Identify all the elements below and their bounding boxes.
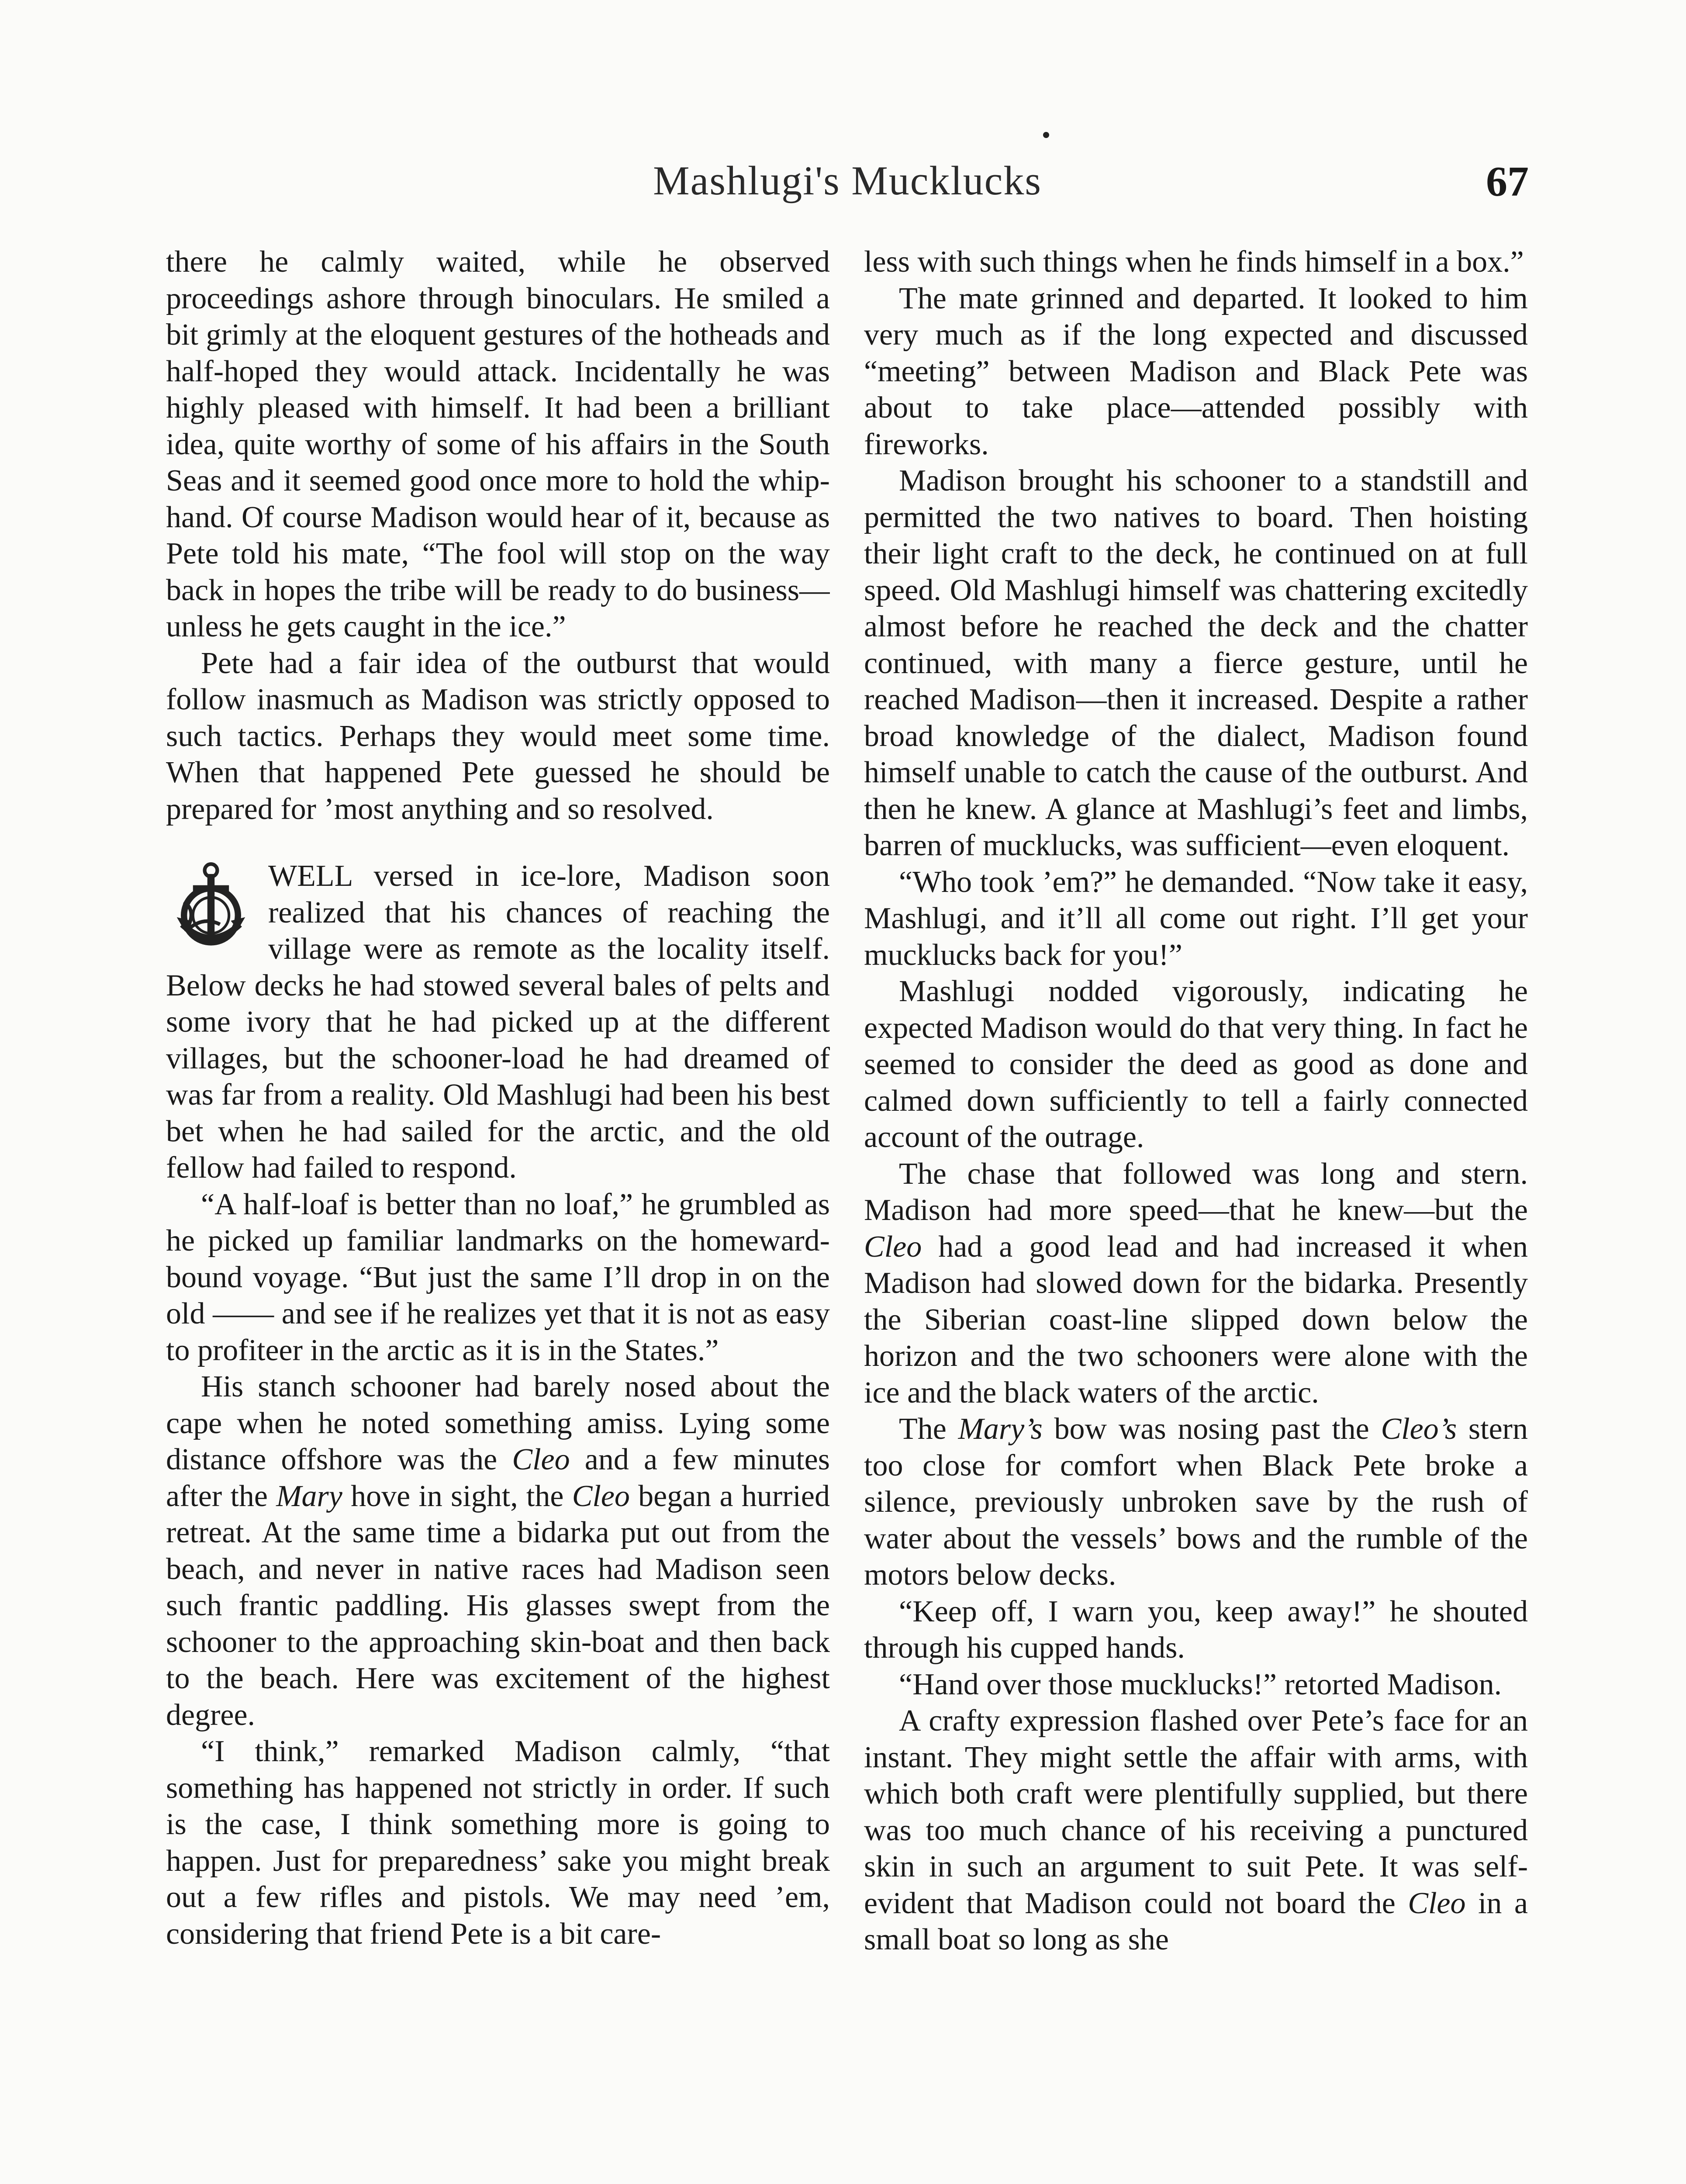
text-run: The [899,1412,958,1446]
text-run: had a good lead and had increased it when Madison had slowed down for the bidarka. Presently the Siberian coast-line slipped down below the horizon and the two schooners were alone with the ice and the black waters of the arctic. [864,1230,1528,1410]
text-run: A crafty expression flashed over Pete’s face for an instant. They might settle the affair with arms, with which both craft were plentifully supplied, but there was too much chance of his receiving a punctured skin in such an argument to suit Pete. It was self-evident that Madison could not board the [864,1704,1528,1920]
left-column [166,244,830,2184]
text-run: began a hurried retreat. At the same time a bidarka put out from the beach, and never in native races had Madison seen such frantic paddling. His glasses swept from the schooner to the approaching skin-boat and then back to the beach. Here was excitement of the highest degree. [166,1479,830,1732]
text-run: in a small boat so long as she [864,1886,1528,1956]
paragraph: Madison brought his schooner to a standstill and permitted the two natives to board. Then hoisting their light craft to the deck, he continued on at full speed. Old Mashlugi himself was chattering excitedly almost before he reached the deck and the chatter continued, with many a fierce gesture, until he reached Madison—then it increased. Despite a rather broad knowledge of the dialect, Madison found himself unable to catch the cause of the outburst. And then he knew. A glance at Mashlugi’s feet and limbs, barren of mucklucks, was sufficient—even eloquent. [864,464,1528,862]
paragraph [864,1703,1528,1958]
ship-name: Cleo [572,1479,630,1513]
text-run: stern too close for comfort when Black Pete broke a silence, previously unbroken save by the rush of water about the vessels’ bows and the rumble of the motors below decks. [864,1412,1528,1592]
text-run: hove in sight, the [342,1479,572,1513]
paragraph: Mashlugi nodded vigorously, indicating he expected Madison would do that very thing. In fact he seemed to consider the deed as good as done and calmed down sufficiently to tell a fairly connected account of the outrage. [864,975,1528,1154]
paragraph: there he calmly waited, while he observed proceedings ashore through binoculars. He smiled a bit grimly at the eloquent gestures of the hotheads and half-hoped they would attack. Incidentally he was highly pleased with himself. It had been a brilliant idea, quite worthy of some of his affairs in the South Seas and it seemed good once more to hold the whip-hand. Of course Madison would hear of it, because as Pete told his mate, “The fool will stop on the way back in hopes the tribe will be ready to do business—unless he gets caught in the ice.” [166,245,830,643]
text-run: His stanch schooner had barely nosed about the cape when he noted something amiss. Lying some distance offshore was the [166,1370,830,1476]
paragraph: less with such things when he finds himself in a box.” [864,245,1524,279]
ship-name: Cleo [512,1443,570,1476]
ship-name: Cleo [864,1230,922,1264]
ship-name: Mary [276,1479,342,1513]
ship-name: Mary’s [958,1412,1043,1446]
paragraph: “A half-loaf is better than no loaf,” he grumbled as he picked up familiar landmarks on the homeward-bound voyage. “But just the same I’ll drop in on the old —— and see if he realizes yet that it is not as easy to profiteer in the arctic as it is in the States.” [166,1187,830,1367]
paragraph: “Keep off, I warn you, keep away!” he shouted through his cupped hands. [864,1594,1528,1665]
paragraph [864,1411,1528,1593]
right-column [864,244,1528,2184]
paragraph [864,1156,1528,1411]
paragraph: “I think,” remarked Madison calmly, “that something has happened not strictly in order. If such is the case, I think something more is going to happen. Just for preparedness’ sake you might break out a few rifles and pistols. We may need ’em, considering that friend Pete is a bit care- [166,1735,830,1951]
running-title: Mashlugi's Mucklucks [653,158,1042,204]
paragraph: The mate grinned and departed. It looked to him very much as if the long expected and discussed “meeting” between Madison and Black Pete was about to take place—attended possibly with fireworks. [864,281,1528,461]
text-run: bow was nosing past the [1042,1412,1381,1446]
paragraph: Pete had a fair idea of the outburst that would follow inasmuch as Madison was strictly opposed to such tactics. Perhaps they would meet some time. When that happened Pete guessed he should be prepared for ’most anything and so resolved. [166,646,830,826]
paragraph: “Who took ’em?” he demanded. “Now take it easy, Mashlugi, and it’ll all come out right. I’ll get your mucklucks back for you!” [864,865,1528,972]
section-opening-paragraph [166,858,830,1186]
ship-name: Cleo [1408,1886,1466,1920]
ship-name: Cleo’s [1381,1412,1457,1446]
running-header [166,149,1529,214]
paragraph: “Hand over those mucklucks!” retorted Madison. [899,1667,1502,1701]
text-run: and a few minutes after the [166,1443,830,1513]
paragraph [166,1368,830,1733]
text-run: The chase that followed was long and stern. Madison had more speed—that he knew—but the [864,1157,1528,1227]
paragraph-text: WELL versed in ice-lore, Madison soon realized that his chances of reaching the village were as remote as the locality itself. Below decks he had stowed several bales of pelts and some ivory that he had picked up at the different villages, but the schooner-load he had dreamed of was far from a reality. Old Mashlugi had been his best bet when he had sailed for the arctic, and the old fellow had failed to respond. [166,859,830,1185]
ink-dot [1043,132,1049,138]
page-number: 67 [1486,158,1529,205]
anchor-ornament-icon [166,861,256,951]
